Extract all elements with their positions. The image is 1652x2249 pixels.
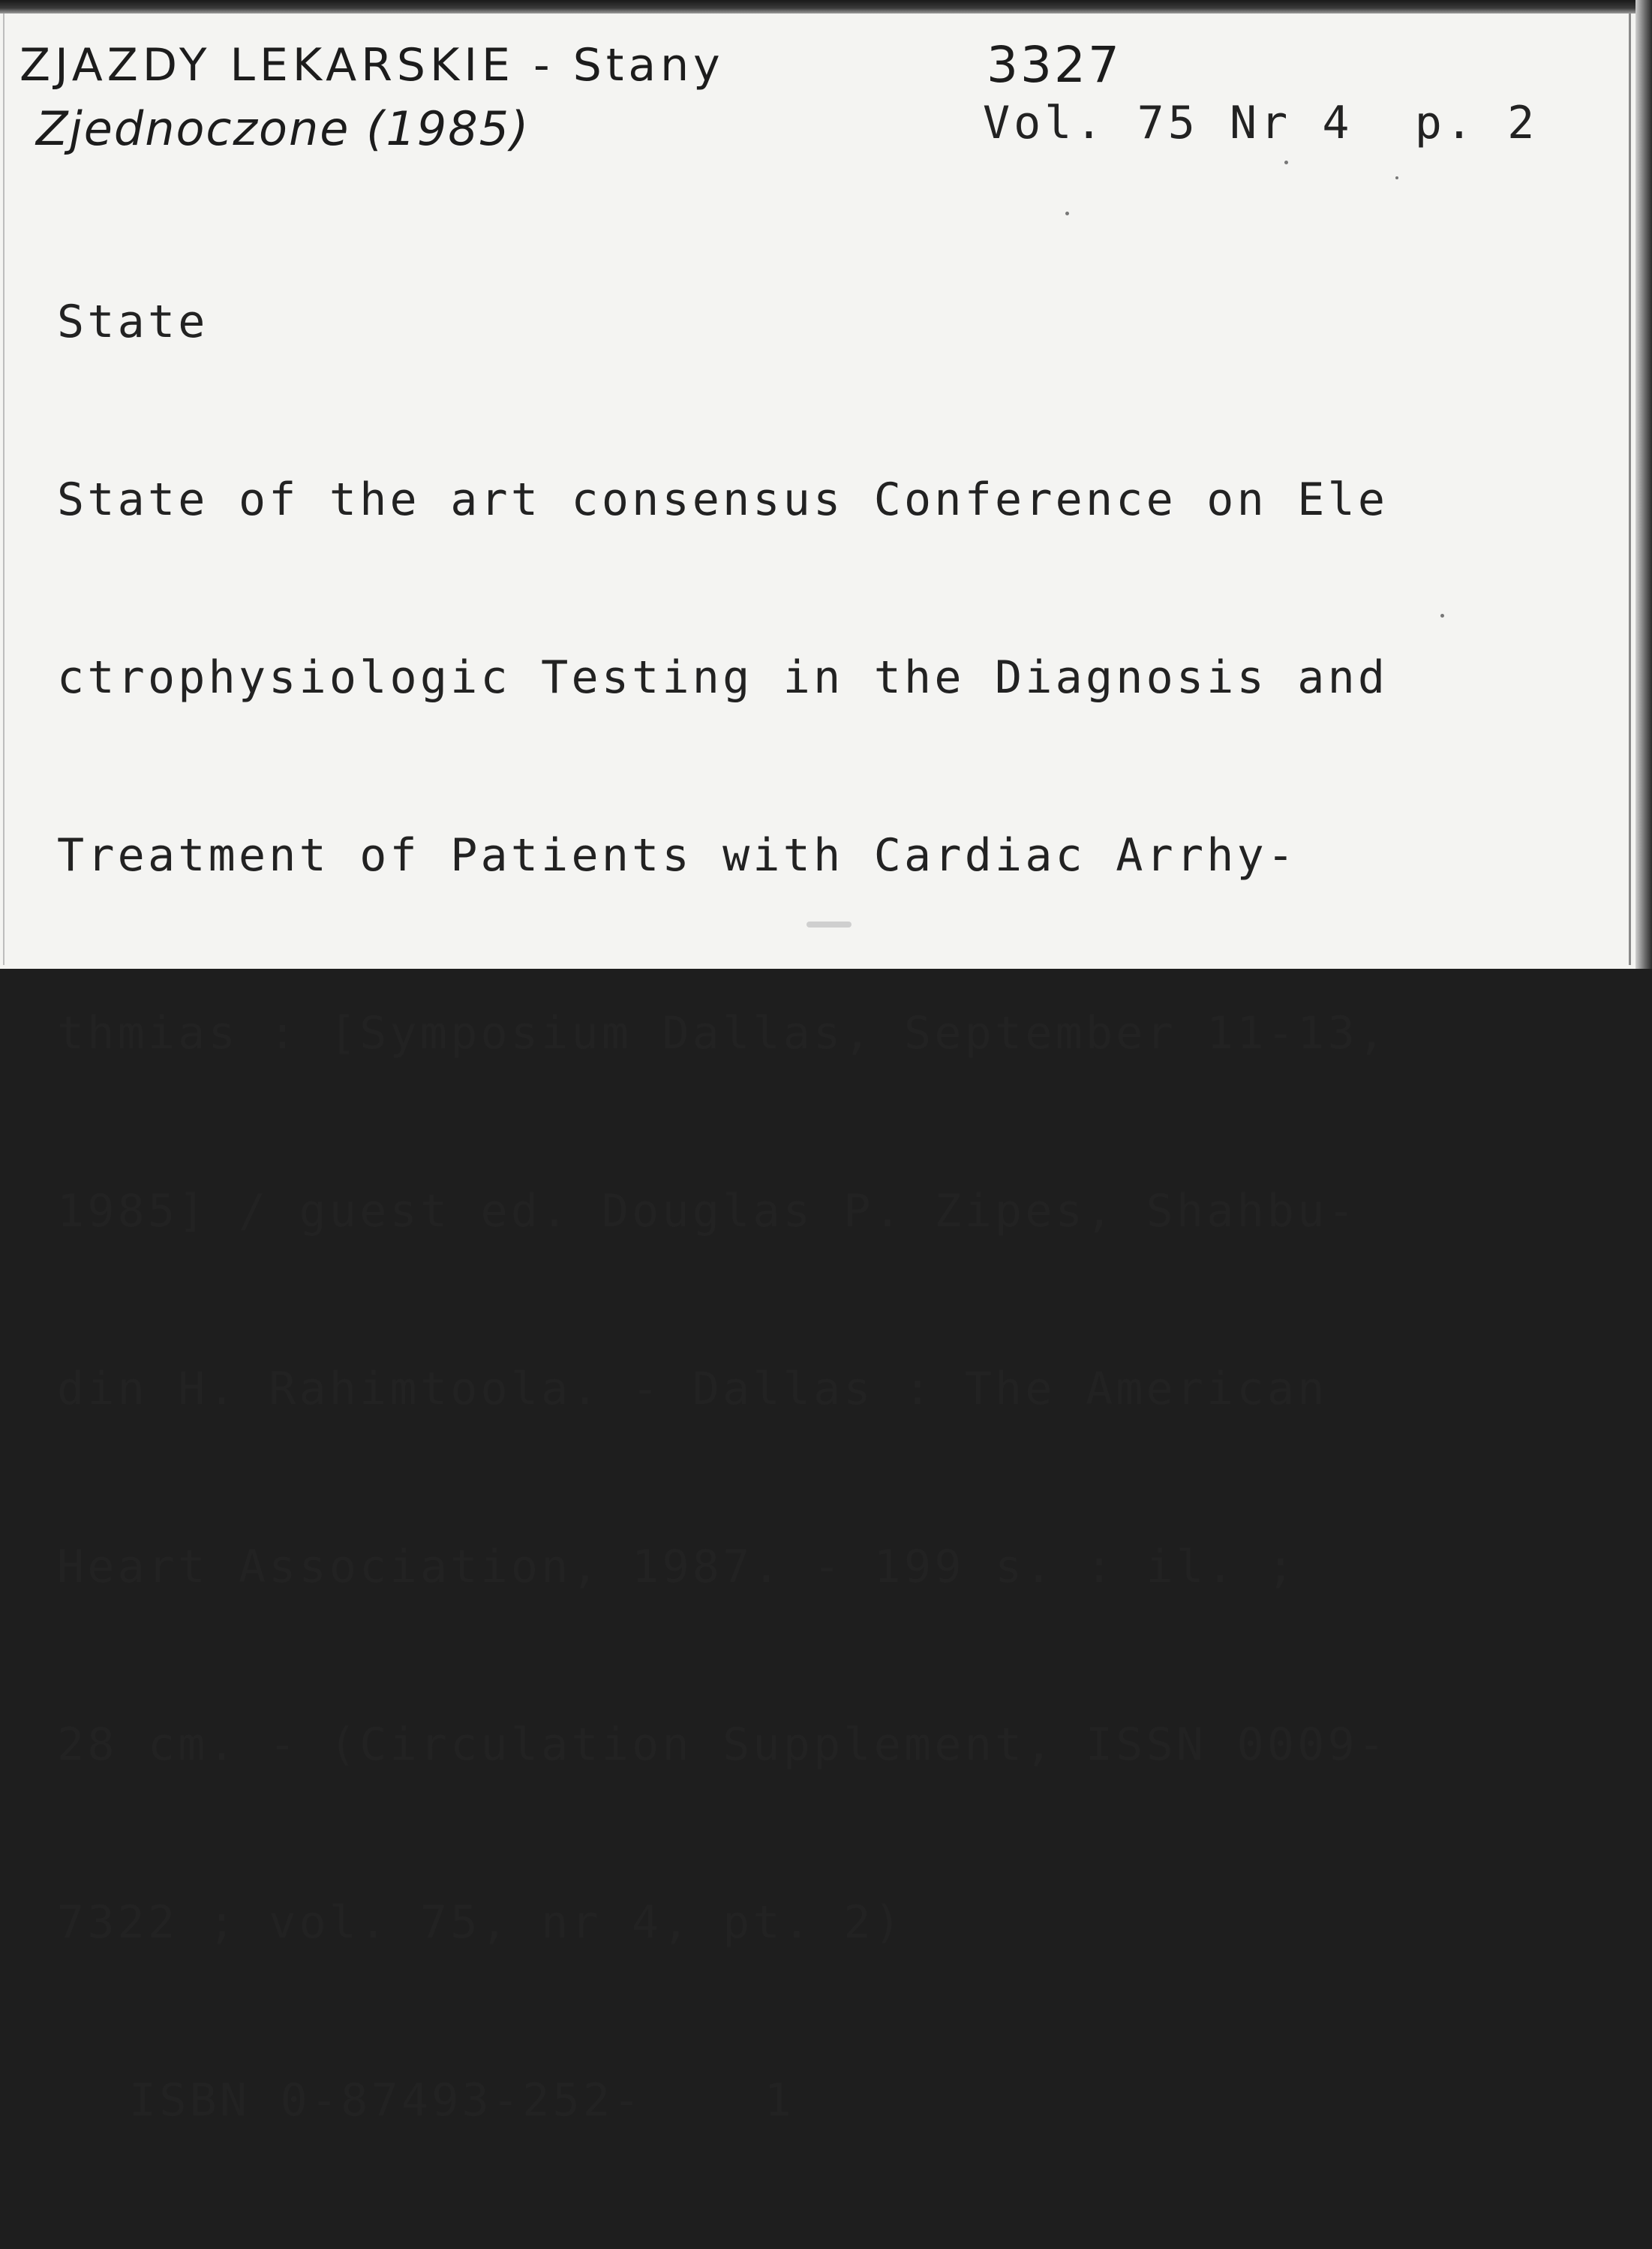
volume-info: Vol. 75 Nr 4 p. 2 <box>983 97 1539 149</box>
scan-speck <box>1284 161 1288 164</box>
isbn-line: ISBN 0-87493-252- 1 <box>129 2074 795 2127</box>
bibliographic-description <box>57 174 1388 2249</box>
scan-speck <box>806 922 852 928</box>
description-line: 28 cm. - (Circulation Supplement, ISSN 0009- <box>57 1718 1389 1771</box>
scan-speck <box>1065 212 1069 215</box>
description-line: Treatment of Patients with Cardiac Arrhy- <box>57 829 1298 882</box>
card-top-edge <box>0 0 1652 14</box>
card-right-edge <box>1635 0 1652 969</box>
call-number: 3327 <box>987 36 1122 94</box>
description-line: State <box>57 296 209 348</box>
subject-heading-line-2: Zjednoczone (1985) <box>36 101 530 156</box>
description-line: Heart Association, 1987. - 199 s. : il. ; <box>57 1541 1298 1593</box>
description-line: thmias : [Symposium Dallas, September 11-13, <box>57 1007 1389 1060</box>
scan-speck <box>1440 614 1444 618</box>
description-line: ctrophysiologic Testing in the Diagnosis and <box>57 651 1389 704</box>
description-line: 1985] / guest ed. Douglas P. Zipes, Shahbu- <box>57 1185 1358 1237</box>
description-line: din H. Rahimtoola. - Dallas : The American <box>57 1363 1328 1415</box>
subject-heading-line-1: ZJAZDY LEKARSKIE - Stany <box>20 39 725 92</box>
description-line: State of the art consensus Conference on Ele <box>57 474 1389 526</box>
description-line: 7322 ; vol. 75, nr 4, pt. 2) <box>57 1896 905 1949</box>
scan-speck <box>1395 176 1398 179</box>
